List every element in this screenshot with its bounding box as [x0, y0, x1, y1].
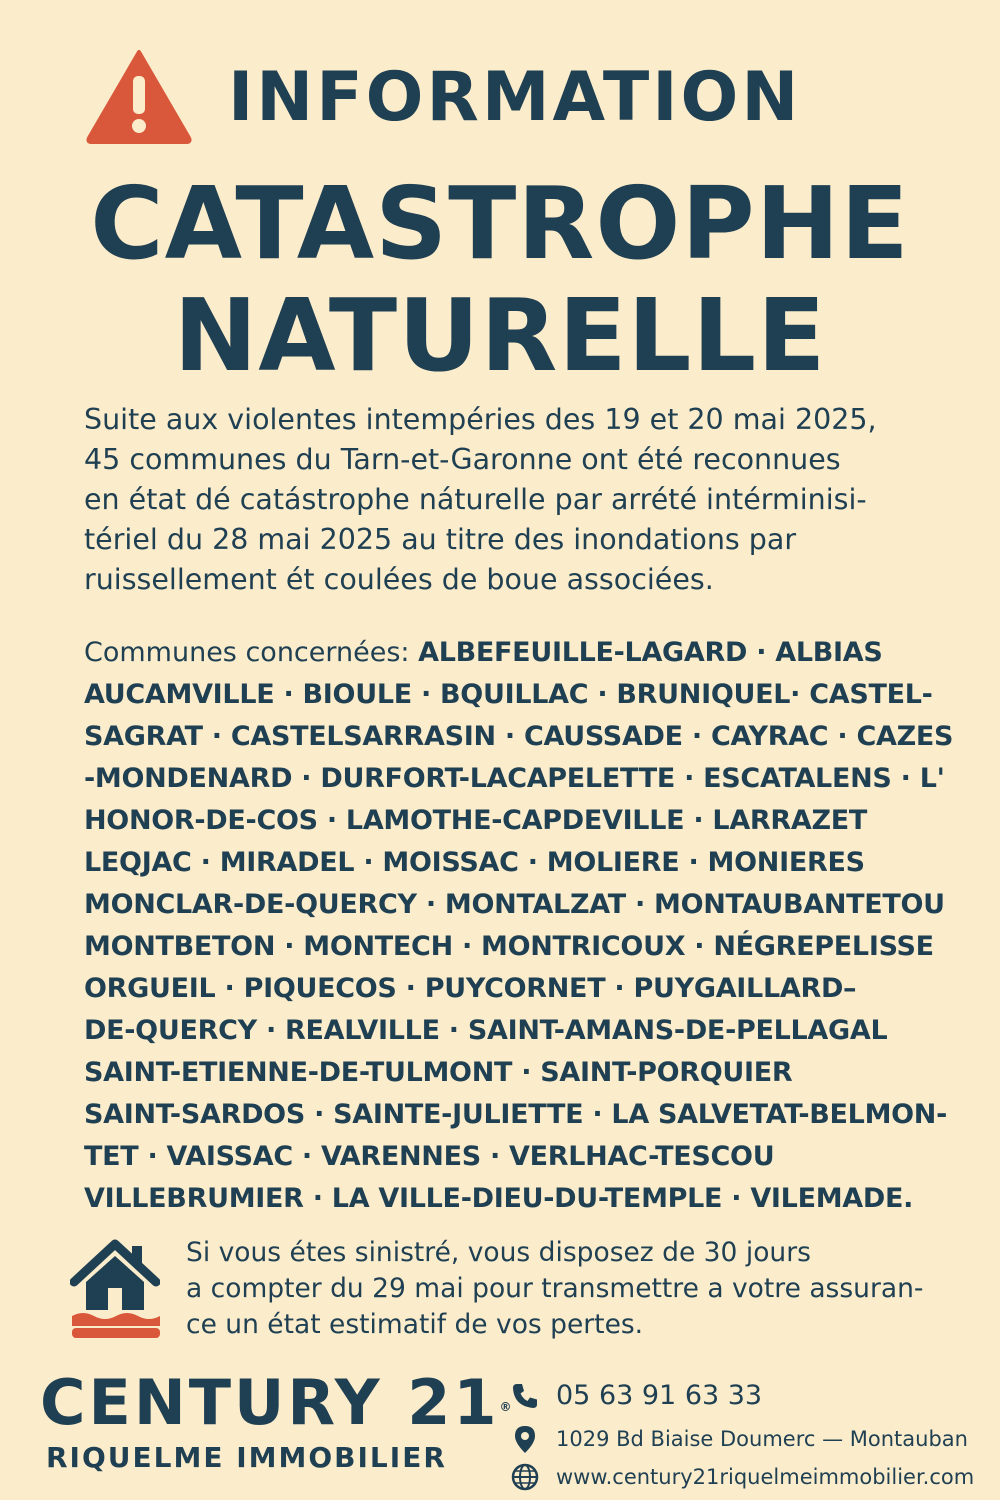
location-pin-icon	[510, 1424, 540, 1454]
information-label: INFORMATION	[228, 58, 802, 137]
website-link[interactable]: www.century21riquelmeimmobilier.com	[556, 1465, 975, 1489]
communes-line: MONCLAR-DE-QUERCY · MONTALZAT · MONTAUBANTETOU	[84, 889, 945, 920]
notice-line: Si vous étes sinistré, vous disposez de 30 jours	[186, 1237, 811, 1268]
communes-line: LEQJAC · MIRADEL · MOISSAC · MOLIERE · MONIERES	[84, 847, 865, 878]
communes-list	[84, 632, 974, 1220]
intro-paragraph	[84, 400, 964, 600]
title-line-1: CATASTROPHE	[90, 165, 910, 282]
brand-name: CENTURY 21	[40, 1366, 500, 1439]
communes-line: -MONDENARD · DURFORT-LACAPELETTE · ESCATALENS · L'	[84, 763, 945, 794]
globe-icon	[510, 1462, 540, 1492]
communes-line: DE-QUERCY · REALVILLE · SAINT-AMANS-DE-PELLAGAL	[84, 1015, 888, 1046]
communes-line: SAINT-ETIENNE-DE-TULMONT · SAINT-PORQUIER	[84, 1057, 793, 1088]
contact-address	[510, 1424, 990, 1454]
communes-line: ORGUEIL · PIQUECOS · PUYCORNET · PUYGAILLARD–	[84, 973, 857, 1004]
title-line-2: NATURELLE	[173, 277, 827, 394]
communes-first-line	[84, 632, 974, 674]
header	[0, 48, 1000, 148]
notice-line: ce un état estimatif de vos pertes.	[186, 1309, 644, 1340]
communes-line: SAINT-SARDOS · SAINTE-JULIETTE · LA SALVETAT-BELMON-	[84, 1099, 948, 1130]
intro-line: ruissellement ét coulées de boue associées.	[84, 563, 714, 596]
brand-logo	[40, 1368, 512, 1442]
contact-website[interactable]	[510, 1462, 990, 1492]
communes-line: TET · VAISSAC · VARENNES · VERLHAC-TESCOU	[84, 1141, 775, 1172]
registered-mark: ®	[499, 1399, 512, 1414]
phone-icon	[510, 1381, 540, 1411]
claim-notice	[186, 1235, 986, 1343]
intro-line: 45 communes du Tarn-et-Garonne ont été reconnues	[84, 443, 841, 476]
intro-line: Suite aux violentes intempéries des 19 et 20 mai 2025,	[84, 403, 877, 436]
communes-line: HONOR-DE-COS · LAMOTHE-CAPDEVILLE · LARRAZET	[84, 805, 868, 836]
notice-line: a compter du 29 mai pour transmettre a votre assuran-	[186, 1273, 924, 1304]
intro-line: en état dé catástrophe náturelle par arrété intérminisi-	[84, 483, 867, 516]
phone-number: 05 63 91 63 33	[556, 1380, 763, 1411]
communes-line: MONTBETON · MONTECH · MONTRICOUX · NÉGREPELISSE	[84, 931, 934, 962]
flooded-house-icon	[70, 1232, 160, 1340]
intro-line: tériel du 28 mai 2025 au titre des inondations par	[84, 523, 797, 556]
communes-line: VILLEBRUMIER · LA VILLE-DIEU-DU-TEMPLE · VILEMADE.	[84, 1183, 914, 1214]
communes-line: SAGRAT · CASTELSARRASIN · CAUSSADE · CAYRAC · CAZES	[84, 721, 954, 752]
warning-triangle-icon	[85, 48, 193, 144]
communes-lead: Communes concernées:	[84, 637, 419, 668]
contact-phone[interactable]	[510, 1380, 990, 1411]
brand-subtitle: RIQUELME IMMOBILIER	[46, 1441, 447, 1474]
communes-line: AUCAMVILLE · BIOULE · BQUILLAC · BRUNIQUEL· CASTEL-	[84, 679, 933, 710]
communes-names: ALBEFEUILLE-LAGARD · ALBIAS	[418, 637, 883, 668]
address-text: 1029 Bd Biaise Doumerc — Montauban	[556, 1427, 968, 1451]
page-title	[0, 165, 1000, 394]
